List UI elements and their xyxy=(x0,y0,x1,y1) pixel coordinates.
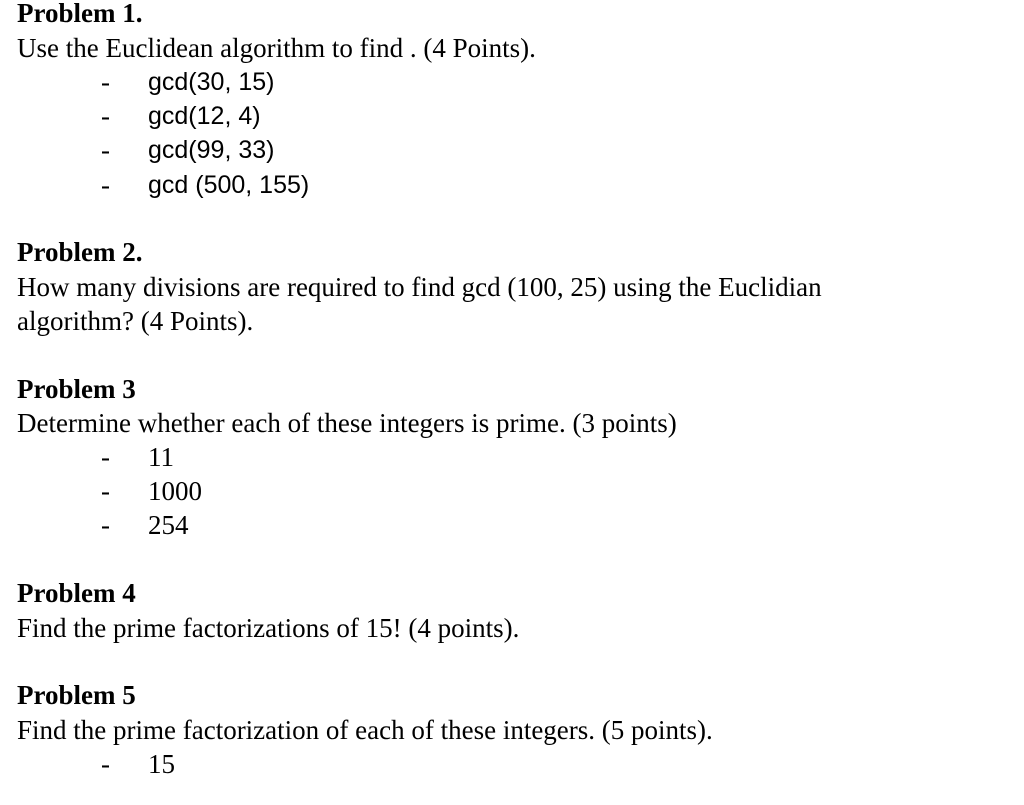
bullet-dash: - xyxy=(101,442,110,472)
problem-3-item-3: 254 xyxy=(148,510,189,540)
problem-1-text: Use the Euclidean algorithm to find . (4 Points). xyxy=(17,33,536,63)
bullet-dash: - xyxy=(101,510,110,540)
problem-5-title: Problem 5 xyxy=(17,680,136,710)
bullet-dash: - xyxy=(101,170,110,200)
problem-4-text: Find the prime factorizations of 15! (4 points). xyxy=(17,613,520,643)
problem-1-item-1: gcd(30, 15) xyxy=(148,68,275,96)
problem-3-item-1: 11 xyxy=(148,442,174,472)
problem-3-text: Determine whether each of these integers is prime. (3 points) xyxy=(17,408,677,438)
problem-5-item-1: 15 xyxy=(148,749,175,779)
problem-1-item-3: gcd(99, 33) xyxy=(148,136,275,164)
bullet-dash: - xyxy=(101,476,110,506)
problem-2-text-line-1: How many divisions are required to find gcd (100, 25) using the Euclidian xyxy=(17,272,822,302)
problem-1-title: Problem 1. xyxy=(17,0,143,28)
problem-3-title: Problem 3 xyxy=(17,374,136,404)
bullet-dash: - xyxy=(101,749,110,779)
bullet-dash: - xyxy=(101,67,110,97)
problem-1-item-4: gcd (500, 155) xyxy=(148,171,310,199)
problem-2-text-line-2: algorithm? (4 Points). xyxy=(17,306,254,336)
problem-5-text: Find the prime factorization of each of these integers. (5 points). xyxy=(17,715,713,745)
bullet-dash: - xyxy=(101,101,110,131)
problem-3-item-2: 1000 xyxy=(148,476,202,506)
problem-2-title: Problem 2. xyxy=(17,237,143,267)
problem-1-item-2: gcd(12, 4) xyxy=(148,102,261,130)
bullet-dash: - xyxy=(101,135,110,165)
problem-4-title: Problem 4 xyxy=(17,578,136,608)
